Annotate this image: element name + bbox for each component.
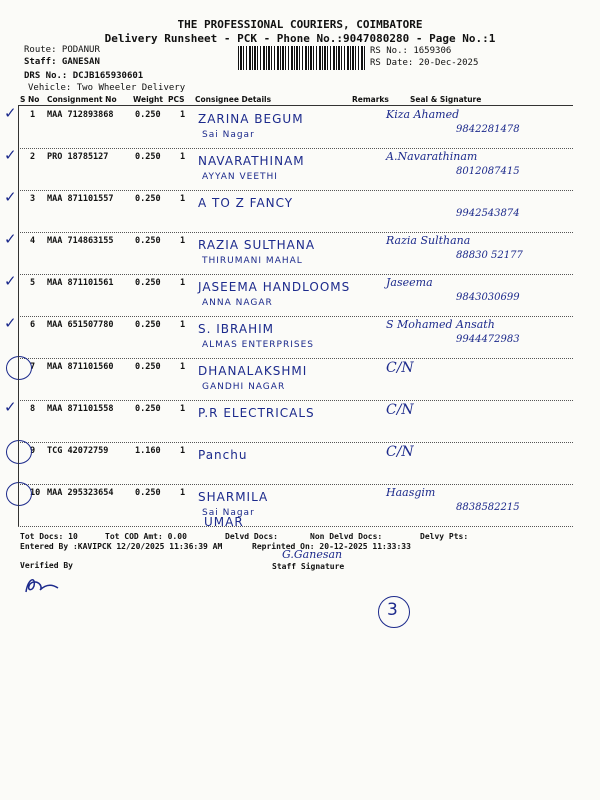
barcode (238, 46, 366, 70)
total-cod: Tot COD Amt: 0.00 (105, 532, 187, 541)
route-label: Route: PODANUR (24, 45, 100, 55)
tick-mark-icon: ✓ (4, 188, 17, 206)
row-consignee-address: Sai Nagar (202, 130, 255, 140)
page-mark: 3 (387, 600, 399, 620)
total-docs: Tot Docs: 10 (20, 532, 78, 541)
row-consignee-name: JASEEMA HANDLOOMS (198, 280, 351, 294)
row-sno: 9 (30, 446, 36, 456)
row-pcs: 1 (180, 278, 186, 288)
row-pcs: 1 (180, 404, 186, 414)
staff-signature: G.Ganesan (282, 548, 343, 561)
row-weight: 0.250 (135, 320, 161, 330)
table-row (4, 398, 573, 442)
row-sno: 5 (30, 278, 36, 288)
row-phone: 9842281478 (456, 124, 520, 135)
row-pcs: 1 (180, 488, 186, 498)
row-sno: 6 (30, 320, 36, 330)
col-weight: Weight (133, 95, 163, 104)
page-mark-circle (378, 596, 410, 628)
row-consignee-name: P.R ELECTRICALS (198, 406, 315, 420)
table-row (18, 442, 573, 484)
row-pcs: 1 (180, 194, 186, 204)
row-sno: 3 (30, 194, 36, 204)
circled-sno-mark (6, 356, 32, 380)
row-consignment-no: MAA 871101557 (47, 194, 114, 204)
staff-label: Staff: GANESAN (24, 57, 100, 67)
row-consignee-name: SHARMILA (198, 490, 269, 504)
row-weight: 1.160 (135, 446, 161, 456)
row-consignment-no: TCG 42072759 (47, 446, 109, 456)
row-sno: 7 (30, 362, 36, 372)
circled-sno-mark (6, 482, 32, 506)
rs-date: RS Date: 20-Dec-2025 (370, 58, 479, 68)
row-pcs: 1 (180, 320, 186, 330)
row-signature: A.Navarathinam (386, 150, 478, 163)
row-consignee-address: AYYAN VEETHI (202, 172, 278, 182)
verifier-signature-icon (22, 572, 62, 598)
drs-number: DRS No.: DCJB165930601 (24, 71, 144, 81)
vehicle-label: Vehicle: Two Wheeler Delivery (28, 83, 186, 93)
row-consignee-name: NAVARATHINAM (198, 154, 305, 168)
handwritten-umar: UMAR (204, 515, 244, 529)
row-consignment-no: MAA 714863155 (47, 236, 114, 246)
table-row (4, 230, 573, 274)
tick-mark-icon: ✓ (4, 398, 17, 416)
col-seal: Seal & Signature (410, 95, 482, 104)
table-row (18, 358, 573, 400)
row-consignee-name: A TO Z FANCY (198, 196, 294, 210)
row-consignment-no: MAA 871101558 (47, 404, 114, 414)
row-consignment-no: MAA 871101560 (47, 362, 114, 372)
row-consignee-address: ANNA NAGAR (202, 298, 273, 308)
row-signature: S Mohamed Ansath (386, 318, 495, 331)
row-pcs: 1 (180, 110, 186, 120)
row-signature: Kiza Ahamed (386, 108, 460, 121)
tick-mark-icon: ✓ (4, 272, 17, 290)
row-signature: C/N (386, 444, 414, 460)
row-divider (18, 526, 573, 527)
row-weight: 0.250 (135, 152, 161, 162)
table-left-border (18, 106, 19, 526)
verified-by-label: Verified By (20, 561, 73, 570)
col-consignee: Consignee Details (195, 95, 272, 104)
row-weight: 0.250 (135, 404, 161, 414)
row-consignee-name: Panchu (198, 448, 248, 462)
tick-mark-icon: ✓ (4, 104, 17, 122)
row-signature: C/N (386, 402, 414, 418)
tick-mark-icon: ✓ (4, 146, 17, 164)
table-row (18, 484, 573, 526)
row-signature: Jaseema (386, 276, 433, 289)
row-consignment-no: MAA 712893868 (47, 110, 114, 120)
non-delivered-docs: Non Delvd Docs: (310, 532, 383, 541)
row-weight: 0.250 (135, 278, 161, 288)
table-row (4, 272, 573, 316)
row-consignee-name: S. IBRAHIM (198, 322, 274, 336)
table-row (4, 146, 573, 190)
row-pcs: 1 (180, 152, 186, 162)
row-sno: 8 (30, 404, 36, 414)
row-pcs: 1 (180, 362, 186, 372)
row-weight: 0.250 (135, 488, 161, 498)
row-consignee-name: DHANALAKSHMI (198, 364, 308, 378)
reprinted-on: Reprinted On: 20-12-2025 11:33:33 (252, 542, 411, 551)
col-remarks: Remarks (352, 95, 389, 104)
row-consignee-address: ALMAS ENTERPRISES (202, 340, 314, 350)
entered-by: Entered By :KAVIPCK 12/20/2025 11:36:39 AM (20, 542, 223, 551)
circled-sno-mark (6, 440, 32, 464)
row-consignee-name: RAZIA SULTHANA (198, 238, 316, 252)
row-consignment-no: PRO 18785127 (47, 152, 109, 162)
row-phone: 9843030699 (456, 292, 520, 303)
row-phone: 8838582215 (456, 502, 520, 513)
row-consignment-no: MAA 871101561 (47, 278, 114, 288)
tick-mark-icon: ✓ (4, 230, 17, 248)
row-signature: Haasgim (386, 486, 436, 499)
row-consignee-name: ZARINA BEGUM (198, 112, 304, 126)
row-consignee-address: GANDHI NAGAR (202, 382, 286, 392)
table-row (4, 104, 573, 148)
row-pcs: 1 (180, 236, 186, 246)
row-pcs: 1 (180, 446, 186, 456)
tick-mark-icon: ✓ (4, 314, 17, 332)
row-consignee-address: Sai Nagar (202, 508, 255, 518)
company-title: THE PROFESSIONAL COURIERS, COIMBATORE (177, 18, 423, 31)
row-consignment-no: MAA 295323654 (47, 488, 114, 498)
staff-signature-label: Staff Signature (272, 562, 345, 571)
row-phone: 8012087415 (456, 166, 520, 177)
row-phone: 9944472983 (456, 334, 520, 345)
row-sno: 2 (30, 152, 36, 162)
row-weight: 0.250 (135, 236, 161, 246)
row-sno: 4 (30, 236, 36, 246)
table-row (4, 314, 573, 358)
table-row (4, 188, 573, 232)
row-weight: 0.250 (135, 362, 161, 372)
row-phone: 9942543874 (456, 208, 520, 219)
row-weight: 0.250 (135, 194, 161, 204)
row-consignee-address: THIRUMANI MAHAL (202, 256, 303, 266)
rs-number: RS No.: 1659306 (370, 46, 452, 56)
col-consignment: Consignment No (47, 95, 117, 104)
row-phone: 88830 52177 (456, 250, 523, 261)
row-weight: 0.250 (135, 110, 161, 120)
col-sno: S No (20, 95, 40, 104)
col-pcs: PCS (168, 95, 185, 104)
delivery-points: Delvy Pts: (420, 532, 469, 541)
row-sno: 10 (30, 488, 41, 498)
row-sno: 1 (30, 110, 36, 120)
row-signature: Razia Sulthana (386, 234, 471, 247)
row-signature: C/N (386, 360, 414, 376)
runsheet-subtitle: Delivery Runsheet - PCK - Phone No.:9047080280 - Page No.:1 (104, 32, 496, 45)
delivered-docs: Delvd Docs: (225, 532, 278, 541)
row-consignment-no: MAA 651507780 (47, 320, 114, 330)
